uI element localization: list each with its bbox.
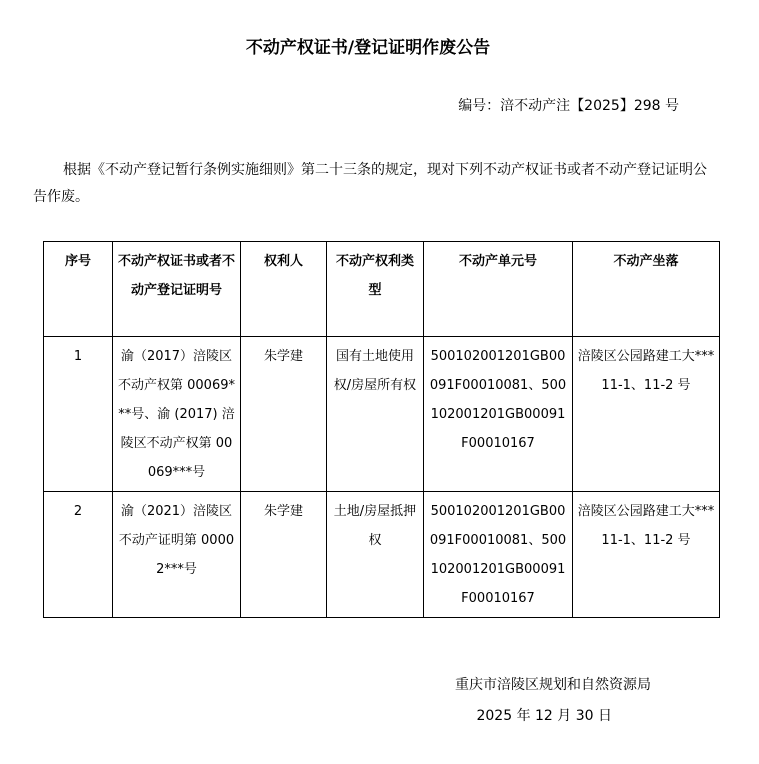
issuer-signature: 重庆市涪陵区规划和自然资源局 [455,677,651,693]
header-unit: 不动产单元号 [424,242,573,337]
header-seq: 序号 [44,242,113,337]
cell-cert: 渝（2017）涪陵区不动产权第 00069***号、渝 (2017) 涪陵区不动产权第 00069***号 [113,337,241,492]
records-table [43,241,720,618]
cell-location: 涪陵区公园路建工大***11-1、11-2 号 [573,492,720,618]
intro-paragraph: 根据《不动产登记暂行条例实施细则》第二十三条的规定，现对下列不动产权证书或者不动产登记证明公告作废。 [33,162,707,205]
cell-unit: 500102001201GB00091F00010081、500102001201GB00091F00010167 [424,492,573,618]
cell-unit: 500102001201GB00091F00010081、500102001201GB00091F00010167 [424,337,573,492]
cell-holder: 朱学建 [241,337,327,492]
document-number: 编号：涪不动产注【2025】298 号 [458,98,679,114]
issue-date: 2025 年 12 月 30 日 [476,708,612,724]
cell-seq: 1 [44,337,113,492]
header-right-type: 不动产权利类型 [327,242,424,337]
page-title: 不动产权证书/登记证明作废公告 [245,38,491,58]
table-row [44,492,720,618]
table-header-row [44,242,720,337]
header-location: 不动产坐落 [573,242,720,337]
cell-holder: 朱学建 [241,492,327,618]
cell-cert: 渝（2021）涪陵区不动产证明第 00002***号 [113,492,241,618]
cell-right-type: 国有土地使用权/房屋所有权 [327,337,424,492]
header-holder: 权利人 [241,242,327,337]
cell-right-type: 土地/房屋抵押权 [327,492,424,618]
table-row [44,337,720,492]
header-cert: 不动产权证书或者不动产登记证明号 [113,242,241,337]
cell-seq: 2 [44,492,113,618]
cell-location: 涪陵区公园路建工大***11-1、11-2 号 [573,337,720,492]
